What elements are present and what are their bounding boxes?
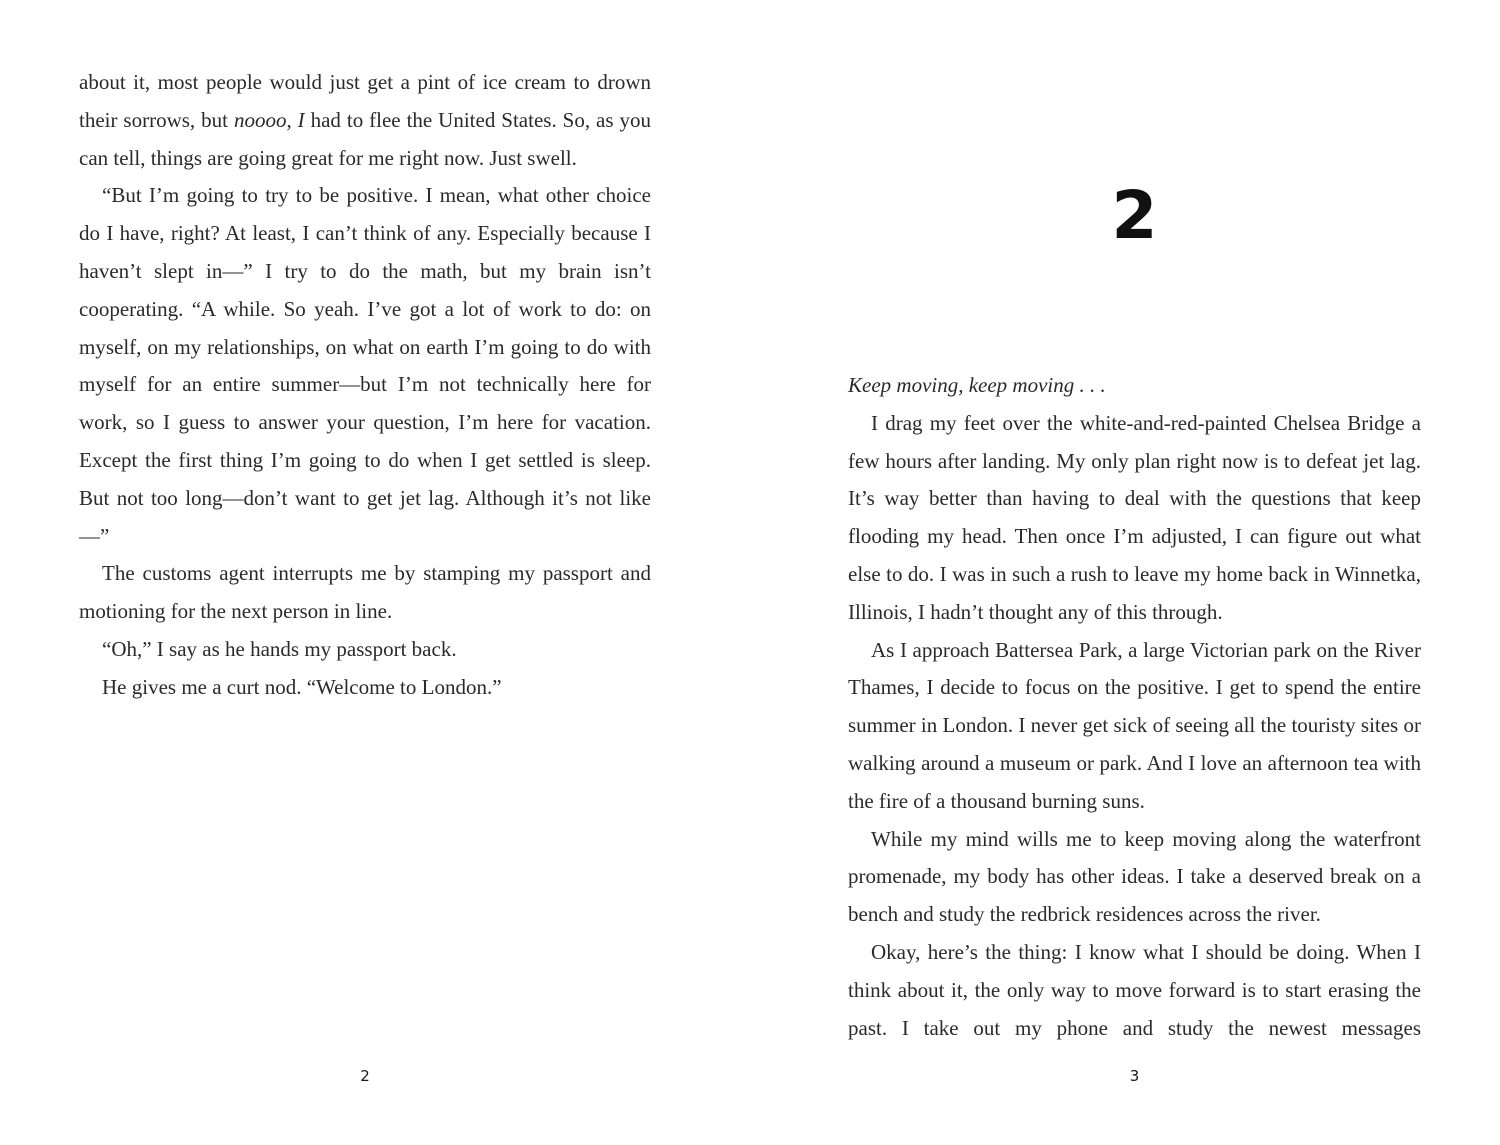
paragraph	[848, 934, 1421, 1047]
chapter-number: 2	[1111, 177, 1158, 254]
paragraph	[79, 555, 651, 631]
text-run: As I approach Battersea Park, a large Victorian park on the River Thames, I decide to focus on the positive. I get to spend the entire summer in London. I never get sick of seeing all the touristy sites or walking around a museum or park. And I love an afternoon tea with the fire of a thousand burning suns.	[848, 637, 1421, 813]
text-run: The customs agent interrupts me by stamping my passport and motioning for the next person in line.	[79, 561, 651, 624]
paragraph	[848, 405, 1421, 632]
text-run: had to flee the United States. So, as you can tell, things are going great for me right now. Just swell.	[79, 107, 651, 170]
right-page-body	[848, 367, 1421, 1047]
page-number: 2	[360, 1067, 370, 1085]
text-run: While my mind wills me to keep moving along the waterfront promenade, my body has other ideas. I take a deserved break on a bench and study the redbrick residences across the river.	[848, 826, 1421, 927]
right-page	[848, 0, 1421, 1145]
text-run: “But I’m going to try to be positive. I mean, what other choice do I have, right? At least, I can’t think of any. Especially because I haven’t slept in—” I try to do the math, but my brain isn’t cooperating. “A while. So yeah. I’ve got a lot of work to do: on myself, on my relationships, on what on earth I’m going to do with myself for an entire summer—but I’m not technically here for work, so I guess to answer your question, I’m here for vacation. Except the first thing I’m going to do when I get settled is sleep. But not too long—don’t want to get jet lag. Although it’s not like—”	[79, 183, 651, 548]
italic-text: Keep moving, keep moving . . .	[848, 373, 1106, 397]
paragraph	[848, 632, 1421, 821]
text-run: “Oh,” I say as he hands my passport back.	[102, 636, 457, 661]
paragraph	[848, 367, 1421, 405]
paragraph	[79, 669, 651, 707]
left-page-body	[79, 64, 651, 707]
text-run: ,	[286, 107, 298, 132]
text-run: He gives me a curt nod. “Welcome to London.”	[102, 674, 502, 699]
paragraph	[848, 821, 1421, 934]
text-run: about it, most people would just get a pint of ice cream to drown their sorrows, but	[79, 70, 651, 132]
page-number: 3	[1129, 1067, 1140, 1085]
left-page	[79, 0, 651, 1145]
italic-text: I	[297, 107, 305, 132]
text-run: Okay, here’s the thing: I know what I should be doing. When I think about it, the only way to move forward is to start erasing the past. I take out my phone and study the newest messages	[848, 939, 1421, 1040]
italic-text: noooo	[233, 107, 287, 132]
text-run: I drag my feet over the white-and-red-painted Chelsea Bridge a few hours after landing. My only plan right now is to defeat jet lag. It’s way better than having to deal with the questions that keep flooding my head. Then once I’m adjusted, I can figure out what else to do. I was in such a rush to leave my home back in Winnetka, Illinois, I hadn’t thought any of this through.	[848, 410, 1421, 624]
paragraph	[79, 631, 651, 669]
paragraph	[79, 177, 651, 555]
paragraph	[79, 64, 651, 177]
